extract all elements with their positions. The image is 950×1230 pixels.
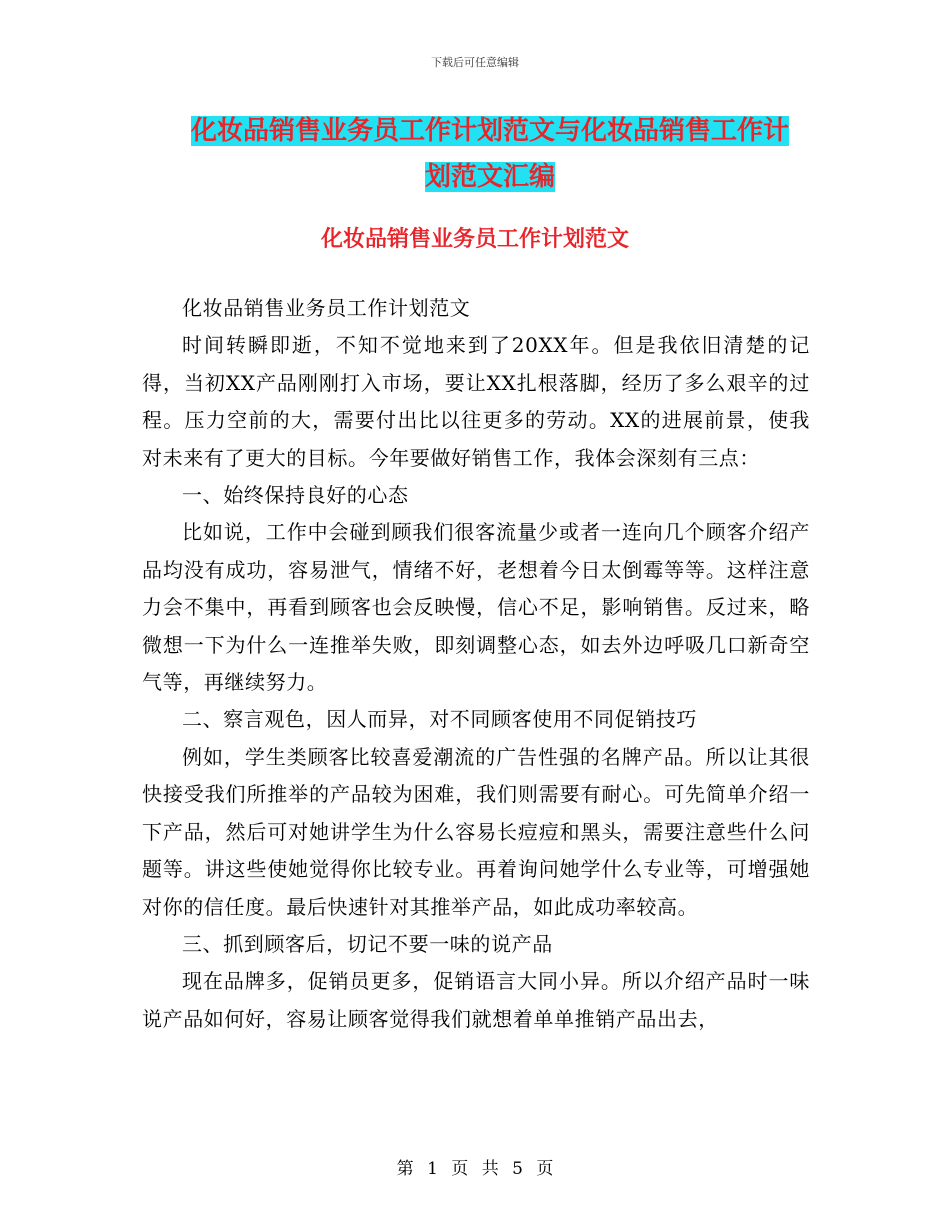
- paragraph-heading: 二、察言观色，因人而异，对不同顾客使用不同促销技巧: [182, 707, 697, 732]
- header-note: 下载后可任意编辑: [431, 56, 519, 69]
- paragraph: 化妆品销售业务员工作计划范文: [182, 296, 471, 320]
- document-title-line2: 划范文汇编: [424, 162, 555, 192]
- paragraph: 比如说，工作中会碰到顾我们很客流量少或者一连向几个顾客介绍产品均没有成功，容易泄气，情绪不好，老想着今日太倒霉等等。这样注意力会不集中，再看到顾客也会反映慢，信心不足，影响销售。反过来，略微想一下为什么一连推举失败，即刻调整心态，如去外边呼吸几口新奇空气等，再继续努力。: [142, 520, 810, 695]
- paragraph-heading: 一、始终保持良好的心态: [182, 483, 409, 508]
- footer-mid1: 页: [451, 1159, 469, 1179]
- footer-suffix: 页: [536, 1159, 554, 1179]
- paragraph-heading: 三、抓到顾客后，切记不要一味的说产品: [182, 931, 553, 956]
- document-title: [150, 108, 830, 200]
- page-footer: [0, 1154, 950, 1179]
- paragraph: 时间转瞬即逝，不知不觉地来到了20XX年。但是我依旧清楚的记得，当初XX产品刚刚打入市场，要让XX扎根落脚，经历了多么艰辛的过程。压力空前的大，需要付出比以往更多的劳动。XX的进展前景，使我对未来有了更大的目标。今年要做好销售工作，我体会深刻有三点：: [142, 333, 810, 470]
- section-title: 化妆品销售业务员工作计划范文: [320, 227, 629, 252]
- paragraph: 例如，学生类顾客比较喜爱潮流的广告性强的名牌产品。所以让其很快接受我们所推举的产品较为困难，我们则需要有耐心。可先简单介绍一下产品，然后可对她讲学生为什么容易长痘痘和黑头，需要注意些什么问题等。讲这些使她觉得你比较专业。再着询问她学什么专业等，可增强她对你的信任度。最后快速针对其推举产品，如此成功率较高。: [142, 744, 810, 919]
- body-text: [142, 290, 810, 1038]
- footer-mid2: 共: [481, 1159, 499, 1179]
- paragraph: 现在品牌多，促销员更多，促销语言大同小异。所以介绍产品时一味说产品如何好，容易让顾客觉得我们就想着单单推销产品出去，: [142, 969, 810, 1031]
- footer-page-number: 1: [427, 1159, 438, 1179]
- footer-prefix: 第: [396, 1159, 414, 1179]
- footer-total-pages: 5: [512, 1159, 523, 1179]
- document-title-line1: 化妆品销售业务员工作计划范文与化妆品销售工作计: [190, 116, 789, 146]
